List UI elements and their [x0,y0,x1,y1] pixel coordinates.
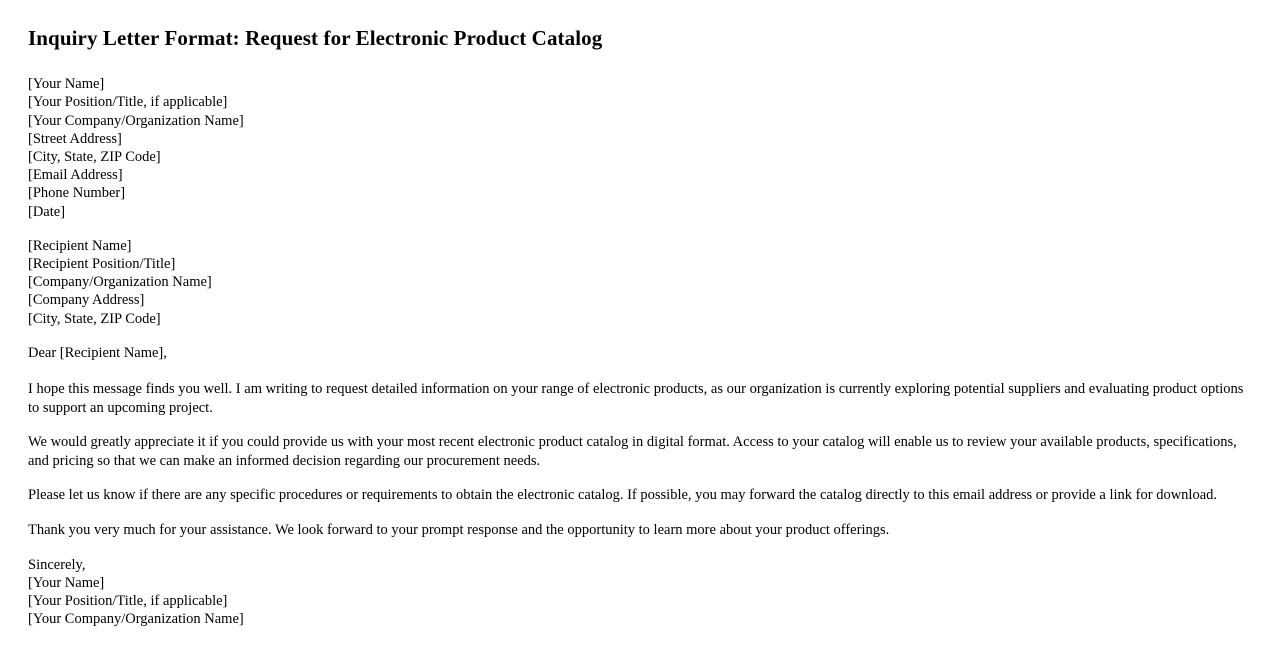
sender-line: [Your Company/Organization Name] [28,112,244,129]
body-paragraph: Please let us know if there are any specific procedures or requirements to obtain the electronic catalog. If possible, you may forward the catalog directly to this email address or provide a link for download. [28,487,1218,504]
sender-line: [Street Address] [28,130,122,147]
page-title: Inquiry Letter Format: Request for Electronic Product Catalog [28,26,603,50]
sender-line: [City, State, ZIP Code] [28,149,161,165]
sender-line: [Email Address] [28,167,123,184]
salutation: Dear [Recipient Name], [28,344,167,361]
recipient-line: [Company Address] [28,292,145,309]
body-paragraph: Thank you very much for your assistance. We look forward to your prompt response and the opportunity to learn more about your product offerings. [28,522,890,538]
recipient-line: [Recipient Position/Title] [28,256,176,273]
body-paragraph: We would greatly appreciate it if you could provide us with your most recent electronic product catalog in digital format. Access to your catalog will enable us to review your available products, specifications, and pricing so that we can make an informed decision regarding our procurement needs. [28,434,1237,469]
sender-line: [Your Name] [28,76,105,93]
signature-block [28,556,1250,629]
recipient-line: [Recipient Name] [28,237,132,254]
recipient-line: [City, State, ZIP Code] [28,310,161,327]
body-paragraph: I hope this message finds you well. I am writing to request detailed information on your range of electronic products, as our organization is currently exploring potential suppliers and evaluating product options to support an upcoming project. [28,381,1244,416]
sender-line: [Your Position/Title, if applicable] [28,94,228,111]
recipient-line: [Company/Organization Name] [28,274,212,291]
signature-line: [Your Position/Title, if applicable] [28,593,228,609]
sender-address-block [28,75,1250,221]
sender-line: [Phone Number] [28,185,126,202]
closing: Sincerely, [28,556,86,573]
signature-line: [Your Name] [28,574,105,591]
sender-line: [Date] [28,203,66,220]
recipient-address-block [28,237,1250,328]
signature-line: [Your Company/Organization Name] [28,611,244,628]
